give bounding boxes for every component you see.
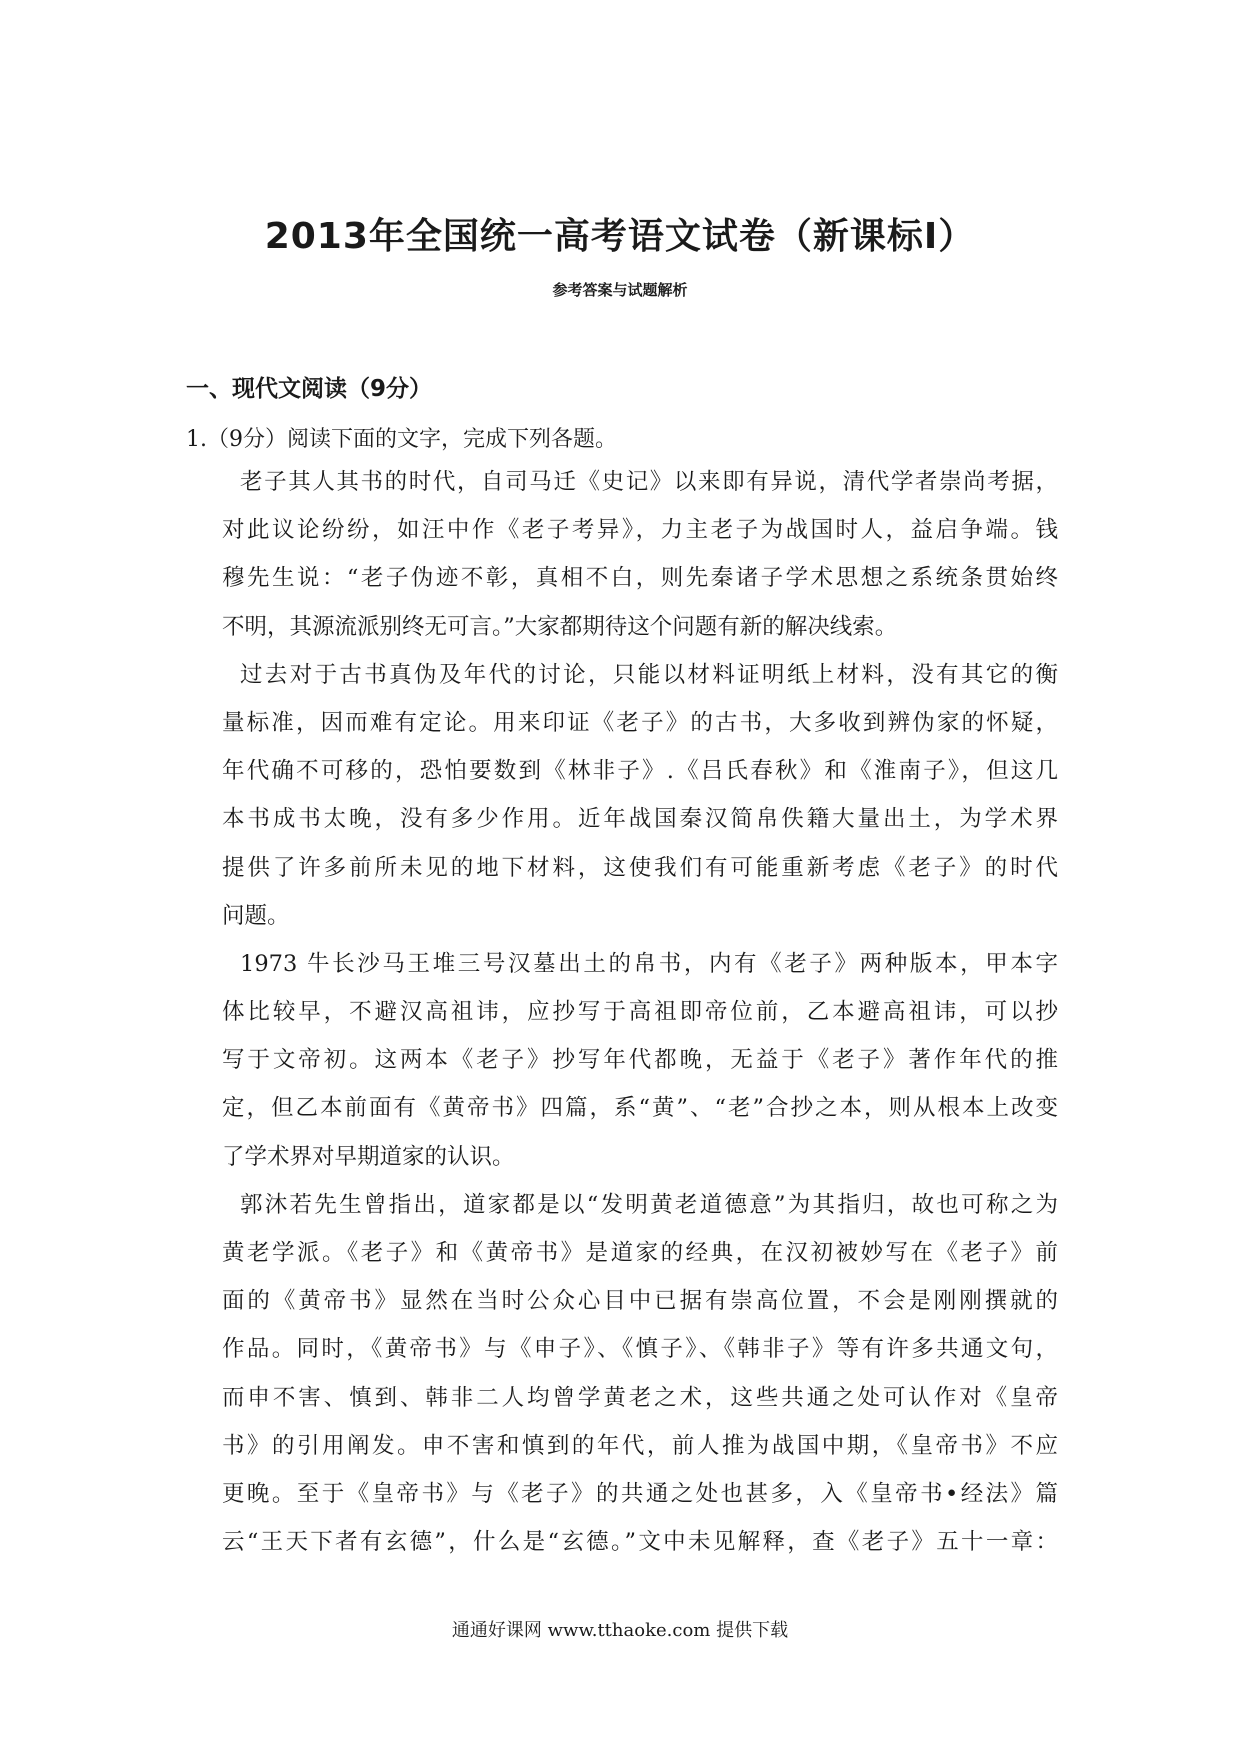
passage-line: 提供了许多前所未见的地下材料，这使我们有可能重新考虑《老子》的时代	[222, 854, 1058, 881]
passage-line: 而申不害、慎到、韩非二人均曾学黄老之术，这些共通之处可认作对《皇帝	[222, 1384, 1058, 1411]
passage-line: 黄老学派。《老子》和《黄帝书》是道家的经典，在汉初被妙写在《老子》前	[222, 1240, 1058, 1266]
passage-line: 面的《黄帝书》显然在当时公众心目中已据有崇高位置，不会是刚刚撰就的	[222, 1288, 1058, 1315]
passage-line: 年代确不可移的，恐怕要数到《林非子》.《吕氏春秋》和《淮南子》，但这几	[222, 758, 1058, 785]
passage-line: 了学术界对早期道家的认识。	[222, 1143, 515, 1170]
passage-line: 书》的引用阐发。申不害和慎到的年代，前人推为战国中期，《皇帝书》不应	[222, 1432, 1058, 1459]
passage-line: 老子其人其书的时代，自司马迁《史记》以来即有异说，清代学者崇尚考据，	[240, 469, 1058, 495]
passage-line: 郭沐若先生曾指出，道家都是以“发明黄老道德意”为其指归，故也可称之为	[240, 1191, 1058, 1218]
question-prompt: 1.（9分）阅读下面的文字，完成下列各题。	[186, 427, 617, 452]
passage-line: 量标准，因而难有定论。用来印证《老子》的古书，大多收到辨伪家的怀疑，	[222, 709, 1058, 736]
passage-line: 过去对于古书真伪及年代的讨论，只能以材料证明纸上材料，没有其它的衡	[240, 661, 1058, 688]
section-heading: 一、现代文阅读（9分）	[186, 376, 433, 402]
passage-line: 定，但乙本前面有《黄帝书》四篇，系“黄”、“老”合抄之本，则从根本上改变	[222, 1095, 1058, 1122]
passage-line: 体比较早，不避汉高祖讳，应抄写于高祖即帝位前，乙本避高祖讳，可以抄	[222, 999, 1058, 1026]
passage-line: 写于文帝初。这两本《老子》抄写年代都晚，无益于《老子》著作年代的推	[222, 1047, 1058, 1074]
passage-line: 对此议论纷纷，如汪中作《老子考异》，力主老子为战国时人，益启争端。钱	[222, 517, 1058, 544]
page-subtitle: 参考答案与试题解析	[552, 281, 688, 299]
passage-line: 更晚。至于《皇帝书》与《老子》的共通之处也甚多，入《皇帝书•经法》篇	[222, 1480, 1058, 1507]
passage-line: 不明，其源流派别终无可言。”大家都期待这个问题有新的解决线索。	[222, 613, 898, 640]
reading-passage	[222, 458, 1058, 1566]
passage-line: 云“王天下者有玄德”，什么是“玄德。”文中未见解释，查《老子》五十一章：	[222, 1529, 1058, 1556]
passage-line: 穆先生说：“老子伪迹不彰，真相不白，则先秦诸子学术思想之系统条贯始终	[222, 565, 1058, 592]
passage-line: 本书成书太晚，没有多少作用。近年战国秦汉简帛佚籍大量出土，为学术界	[222, 806, 1058, 833]
page-footer: 通通好课网 www.tthaoke.com 提供下载	[451, 1620, 789, 1641]
passage-line: 作品。同时，《黄帝书》与《申子》、《慎子》、《韩非子》等有许多共通文句，	[222, 1336, 1058, 1363]
passage-line: 问题。	[222, 902, 290, 929]
page-title: 2013年全国统一高考语文试卷（新课标Ⅰ）	[264, 216, 976, 257]
passage-line: 1973 牛长沙马王堆三号汉墓出土的帛书，内有《老子》两种版本，甲本字	[240, 950, 1058, 977]
